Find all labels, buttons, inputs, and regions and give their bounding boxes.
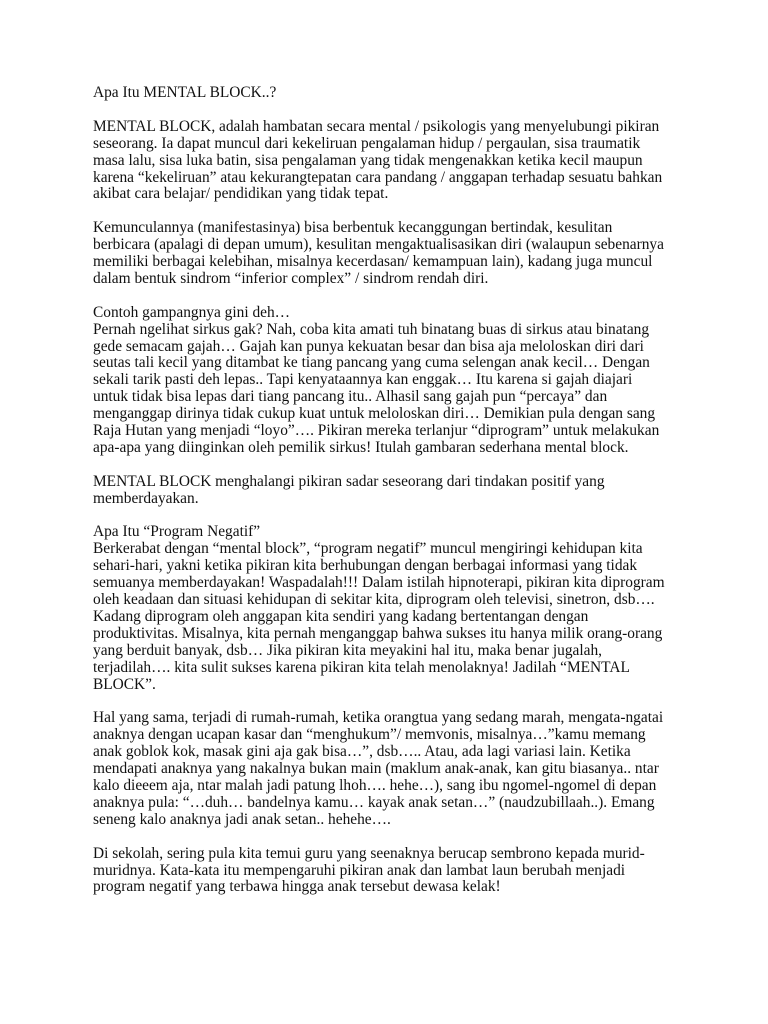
text-line: sehari-hari, yakni ketika pikiran kita berhubungan dengan berbagai informasi yang tidak — [93, 557, 638, 575]
text-line: seseorang. Ia dapat muncul dari kekeliruan pengalaman hidup / pergaulan, sisa traumatik — [93, 134, 641, 152]
text-line: seutas tali kecil yang ditambat ke tiang pancang yang cuma selengan anak kecil… Dengan — [93, 354, 650, 372]
text-line: akibat cara belajar/ pendidikan yang tidak tepat. — [93, 185, 389, 203]
text-line: Di sekolah, sering pula kita temui guru yang seenaknya berucap sembrono kepada murid- — [93, 844, 645, 862]
paragraph-definition — [93, 119, 673, 204]
text-line: Contoh gampangnya gini deh… — [93, 303, 291, 321]
text-line: Apa Itu MENTAL BLOCK..? — [93, 84, 277, 101]
text-line: yang berduit banyak, dsb… Jika pikiran kita meyakini hal itu, maka benar jugalah, — [93, 641, 603, 659]
document-title — [93, 85, 673, 102]
paragraph-circus-example — [93, 305, 673, 457]
paragraph-negative-program — [93, 524, 673, 693]
text-line: anaknya pula: “…duh… bandelnya kamu… kayak anak setan…” (naudzubillaah..). Emang — [93, 793, 655, 811]
text-line: Apa Itu “Program Negatif” — [93, 523, 261, 541]
text-line: dalam bentuk sindrom “inferior complex” / sindrom rendah diri. — [93, 269, 489, 287]
text-line: program negatif yang terbawa hingga anak tersebut dewasa kelak! — [93, 878, 501, 896]
text-line: Raja Hutan yang menjadi “loyo”…. Pikiran mereka terlanjur “diprogram” untuk melakukan — [93, 422, 660, 440]
paragraph-home-example — [93, 710, 673, 828]
text-line: anaknya dengan ucapan kasar dan “menghukum”/ memvonis, misalnya…”kamu memang — [93, 726, 646, 744]
text-line: apa-apa yang diinginkan oleh pemilik sirkus! Itulah gambaran sederhana mental block. — [93, 438, 629, 456]
text-line: oleh keadaan dan situasi kehidupan di sekitar kita, diprogram oleh televisi, sinetron, dsb…. — [93, 591, 655, 609]
text-line: Pernah ngelihat sirkus gak? Nah, coba kita amati tuh binatang buas di sirkus atau binatang — [93, 320, 650, 338]
text-line: semuanya memberdayakan! Waspadalah!!! Dalam istilah hipnoterapi, pikiran kita diprogram — [93, 574, 665, 592]
text-line: kalo dieeem aja, ntar malah jadi patung lhoh…. hehe…), sang ibu ngomel-ngomel di depan — [93, 777, 657, 795]
paragraph-mental-block-summary — [93, 474, 673, 508]
text-line: Kadang diprogram oleh anggapan kita sendiri yang kadang bertentangan dengan — [93, 608, 589, 626]
text-line: untuk tidak bisa lepas dari tiang pancang itu.. Alhasil sang gajah pun “percaya” dan — [93, 388, 608, 406]
text-line: BLOCK”. — [93, 675, 156, 693]
text-line: Hal yang sama, terjadi di rumah-rumah, ketika orangtua yang sedang marah, mengata-ngatai — [93, 709, 664, 727]
text-line: Kemunculannya (manifestasinya) bisa berbentuk kecanggungan bertindak, kesulitan — [93, 219, 613, 237]
text-line: sekali tarik pasti deh lepas.. Tapi kenyataannya kan enggak… Itu karena si gajah diajari — [93, 371, 633, 389]
text-line: menganggap dirinya tidak cukup kuat untuk meloloskan diri… Demikian pula dengan sang — [93, 405, 656, 423]
text-line: anak goblok kok, masak gini aja gak bisa…”, dsb….. Atau, ada lagi variasi lain. Ketika — [93, 743, 631, 761]
text-line: memberdayakan. — [93, 489, 199, 507]
text-line: gede semacam gajah… Gajah kan punya kekuatan besar dan bisa aja meloloskan diri dari — [93, 337, 644, 355]
text-line: Berkerabat dengan “mental block”, “program negatif” muncul mengiringi kehidupan kita — [93, 540, 643, 558]
paragraph-school-example — [93, 846, 673, 897]
text-line: mendapati anaknya yang nakalnya bukan main (maklum anak-anak, kan gitu biasanya.. ntar — [93, 760, 659, 778]
text-line: terjadilah…. kita sulit sukses karena pikiran kita telah menolaknya! Jadilah “MENTAL — [93, 658, 630, 676]
text-line: MENTAL BLOCK, adalah hambatan secara mental / psikologis yang menyelubungi pikiran — [93, 117, 660, 135]
document-body — [93, 85, 673, 913]
text-line: produktivitas. Misalnya, kita pernah menganggap bahwa sukses itu hanya milik orang-orang — [93, 624, 663, 642]
text-line: muridnya. Kata-kata itu mempengaruhi pikiran anak dan lambat laun berubah menjadi — [93, 861, 626, 879]
text-line: masa lalu, sisa luka batin, sisa pengalaman yang tidak mengenakkan ketika kecil maupun — [93, 151, 643, 169]
text-line: berbicara (apalagi di depan umum), kesulitan mengaktualisasikan diri (walaupun sebenarnya — [93, 236, 664, 254]
text-line: MENTAL BLOCK menghalangi pikiran sadar seseorang dari tindakan positif yang — [93, 472, 605, 490]
paragraph-manifestation — [93, 220, 673, 288]
text-line: karena “kekeliruan” atau kekurangtepatan cara pandang / anggapan terhadap sesuatu bahkan — [93, 168, 663, 186]
text-line: memiliki berbagai kelebihan, misalnya kecerdasan/ kemampuan lain), kadang juga muncul — [93, 253, 653, 271]
text-line: seneng kalo anaknya jadi anak setan.. hehehe…. — [93, 810, 391, 828]
